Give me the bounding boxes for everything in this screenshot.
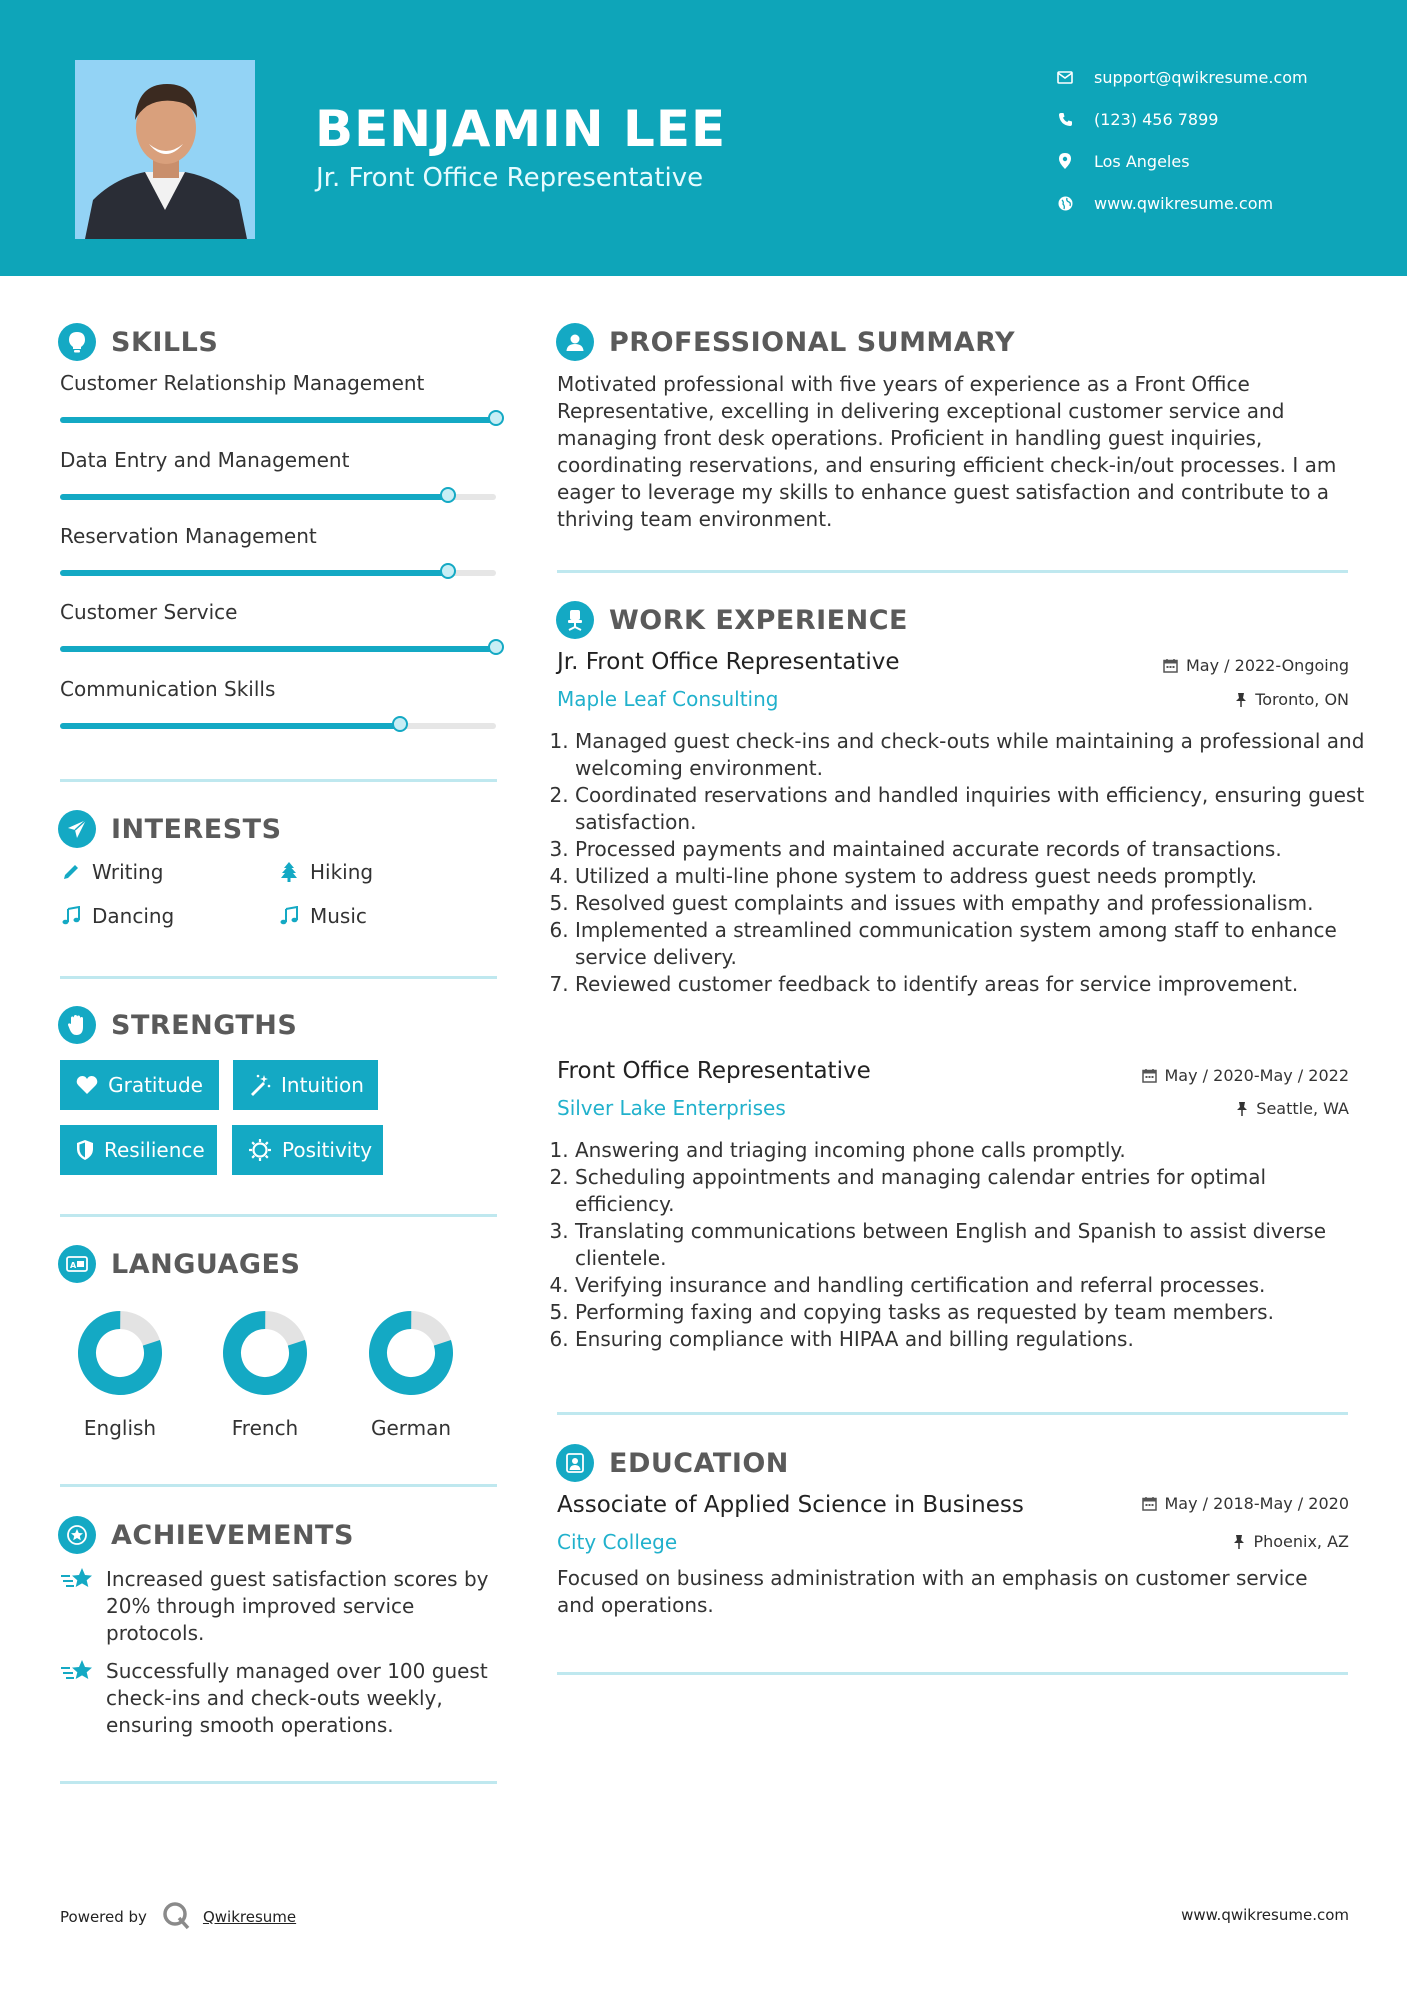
summary-text: Motivated professional with five years of experience as a Front Office Representative, excelling in delivering exceptional customer service and managing front desk operations. Proficient in handling guest inquiries, coordinating reservations, and ensuring efficient check-in/out processes. I am eager to leverage my skills to enhance guest satisfaction and contribute to a thriving team environment.	[557, 372, 1337, 531]
map-pin-icon	[1054, 150, 1076, 172]
experience-heading	[556, 601, 908, 639]
job-title: Jr. Front Office Representative	[557, 649, 900, 675]
interests-heading-text: INTERESTS	[111, 813, 282, 845]
duty-item: 5. Performing faxing and copying tasks as requested by team members.	[575, 1299, 1365, 1326]
qwikresume-logo-icon	[161, 1900, 191, 1934]
candidate-name: BENJAMIN LEE	[315, 100, 727, 158]
interest-label: Dancing	[92, 904, 175, 928]
achievement-text: Successfully managed over 100 guest check-ins and check-outs weekly, ensuring smooth operations.	[106, 1659, 488, 1737]
section-divider	[60, 976, 497, 979]
globe-icon	[1054, 192, 1076, 214]
skills-heading-text: SKILLS	[111, 326, 219, 358]
lightbulb-icon	[58, 323, 96, 361]
duty-item: 1. Answering and triaging incoming phone calls promptly.	[575, 1137, 1365, 1164]
achievement-item	[60, 1658, 500, 1739]
duty-item: 5. Resolved guest complaints and issues with empathy and professionalism.	[575, 890, 1365, 917]
strength-label: Resilience	[104, 1138, 205, 1162]
language-donut	[77, 1310, 163, 1396]
pencil-icon	[60, 860, 82, 884]
achievement-text: Increased guest satisfaction scores by 20% through improved service protocols.	[106, 1567, 489, 1645]
duty-item: 3. Translating communications between English and Spanish to assist diverse clientele.	[575, 1218, 1365, 1272]
section-divider	[60, 1214, 497, 1217]
duty-item: 7. Reviewed customer feedback to identify areas for service improvement.	[575, 971, 1365, 998]
section-divider	[557, 1672, 1348, 1675]
strength-chip	[233, 1060, 378, 1110]
skill-label: Communication Skills	[60, 677, 276, 701]
footer-branding	[60, 1900, 296, 1934]
skill-bar	[60, 646, 496, 652]
company-name: Maple Leaf Consulting	[557, 687, 779, 711]
contact-location-text: Los Angeles	[1094, 151, 1190, 171]
phone-icon	[1054, 108, 1076, 130]
pushpin-icon	[1236, 1101, 1248, 1116]
contact-website-text: www.qwikresume.com	[1094, 193, 1274, 213]
calendar-icon	[1163, 658, 1178, 673]
duty-list	[557, 1137, 1365, 1353]
company-name: Silver Lake Enterprises	[557, 1096, 786, 1120]
envelope-icon	[1054, 66, 1076, 88]
skill-bar	[60, 494, 496, 500]
duty-item: 6. Implemented a streamlined communication system among staff to enhance service delivery.	[575, 917, 1365, 971]
job-location: Seattle, WA	[1236, 1099, 1349, 1118]
language-label: English	[83, 1416, 157, 1440]
duty-list	[557, 728, 1365, 998]
contact-list	[1054, 56, 1308, 224]
languages-heading-text: LANGUAGES	[111, 1248, 301, 1280]
strength-label: Positivity	[282, 1138, 373, 1162]
duty-item: 4. Utilized a multi-line phone system to address guest needs promptly.	[575, 863, 1365, 890]
resume-header	[0, 0, 1407, 276]
skill-label: Data Entry and Management	[60, 448, 350, 472]
skill-bar	[60, 417, 496, 423]
duty-item: 2. Scheduling appointments and managing calendar entries for optimal efficiency.	[575, 1164, 1365, 1218]
degree-title: Associate of Applied Science in Business	[557, 1492, 1024, 1518]
duty-item: 4. Verifying insurance and handling certification and referral processes.	[575, 1272, 1365, 1299]
school-name: City College	[557, 1530, 678, 1554]
summary-heading	[556, 323, 1015, 361]
language-donut	[368, 1310, 454, 1396]
language-label: German	[370, 1416, 452, 1440]
language-item	[195, 1310, 335, 1440]
interests-heading	[58, 810, 282, 848]
music-note-icon	[60, 904, 82, 928]
language-item	[341, 1310, 481, 1440]
interest-item	[278, 904, 367, 928]
strength-chip	[60, 1125, 217, 1175]
svg-text:A: A	[70, 1261, 77, 1270]
graduate-icon	[556, 1444, 594, 1482]
music-note-icon	[278, 904, 300, 928]
skill-bar	[60, 570, 496, 576]
section-divider	[557, 570, 1348, 573]
achievement-item	[60, 1566, 500, 1647]
user-icon	[556, 323, 594, 361]
strengths-heading	[58, 1006, 297, 1044]
job-location: Toronto, ON	[1235, 690, 1349, 709]
skills-heading	[58, 323, 218, 361]
languages-heading	[58, 1245, 300, 1283]
skill-label: Customer Service	[60, 600, 238, 624]
strengths-heading-text: STRENGTHS	[111, 1009, 298, 1041]
language-label: French	[231, 1416, 299, 1440]
pushpin-icon	[1233, 1534, 1245, 1549]
contact-location	[1054, 140, 1308, 182]
language-item	[50, 1310, 190, 1440]
section-divider	[60, 1781, 497, 1784]
magic-wand-icon	[249, 1073, 271, 1097]
contact-phone[interactable]	[1054, 98, 1308, 140]
education-location: Phoenix, AZ	[1233, 1532, 1349, 1551]
section-divider	[60, 1484, 497, 1487]
education-heading-text: EDUCATION	[609, 1447, 789, 1479]
education-dates: May / 2018-May / 2020	[1142, 1494, 1350, 1513]
job-dates: May / 2022-Ongoing	[1163, 656, 1349, 675]
interest-label: Hiking	[310, 860, 374, 884]
shield-icon	[76, 1138, 94, 1162]
interest-item	[278, 860, 373, 884]
language-card-icon	[58, 1245, 96, 1283]
qwikresume-link[interactable]: Qwikresume	[202, 1908, 297, 1926]
sun-icon	[248, 1138, 272, 1162]
heart-icon	[76, 1073, 98, 1097]
education-heading	[556, 1444, 789, 1482]
calendar-icon	[1142, 1496, 1157, 1511]
shooting-star-icon	[60, 1564, 96, 1594]
contact-email-text: support@qwikresume.com	[1094, 67, 1308, 87]
strength-chip	[60, 1060, 219, 1110]
achievements-heading	[58, 1516, 354, 1554]
experience-heading-text: WORK EXPERIENCE	[609, 604, 908, 636]
office-chair-icon	[556, 601, 594, 639]
strength-label: Gratitude	[108, 1073, 203, 1097]
skill-bar	[60, 723, 496, 729]
calendar-icon	[1142, 1068, 1157, 1083]
shooting-star-icon	[60, 1656, 96, 1686]
interest-label: Writing	[92, 860, 164, 884]
job-title: Front Office Representative	[557, 1058, 871, 1084]
section-divider	[557, 1412, 1348, 1415]
education-description: Focused on business administration with an emphasis on customer service and operations.	[557, 1566, 1308, 1617]
duty-item: 6. Ensuring compliance with HIPAA and billing regulations.	[575, 1326, 1365, 1353]
tree-icon	[278, 860, 300, 884]
interest-label: Music	[310, 904, 367, 928]
powered-by-text: Powered by	[60, 1908, 147, 1926]
hand-icon	[58, 1006, 96, 1044]
job-dates: May / 2020-May / 2022	[1142, 1066, 1350, 1085]
contact-phone-text: (123) 456 7899	[1094, 109, 1219, 129]
contact-email[interactable]	[1054, 56, 1308, 98]
interest-item	[60, 860, 163, 884]
interest-item	[60, 904, 174, 928]
contact-website[interactable]	[1054, 182, 1308, 224]
duty-item: 3. Processed payments and maintained accurate records of transactions.	[575, 836, 1365, 863]
language-donut	[222, 1310, 308, 1396]
duty-item: 2. Coordinated reservations and handled inquiries with efficiency, ensuring guest satisfaction.	[575, 782, 1365, 836]
paper-plane-icon	[58, 810, 96, 848]
skill-label: Reservation Management	[60, 524, 317, 548]
star-badge-icon	[58, 1516, 96, 1554]
section-divider	[60, 779, 497, 782]
profile-photo	[75, 60, 255, 239]
skill-label: Customer Relationship Management	[60, 371, 425, 395]
strength-chip	[232, 1125, 383, 1175]
pushpin-icon	[1235, 692, 1247, 707]
duty-item: 1. Managed guest check-ins and check-outs while maintaining a professional and welcoming environment.	[575, 728, 1365, 782]
footer-website[interactable]: www.qwikresume.com	[1181, 1906, 1349, 1924]
strength-label: Intuition	[281, 1073, 364, 1097]
candidate-title: Jr. Front Office Representative	[316, 163, 704, 193]
summary-heading-text: PROFESSIONAL SUMMARY	[609, 326, 1016, 358]
achievements-heading-text: ACHIEVEMENTS	[111, 1519, 354, 1551]
